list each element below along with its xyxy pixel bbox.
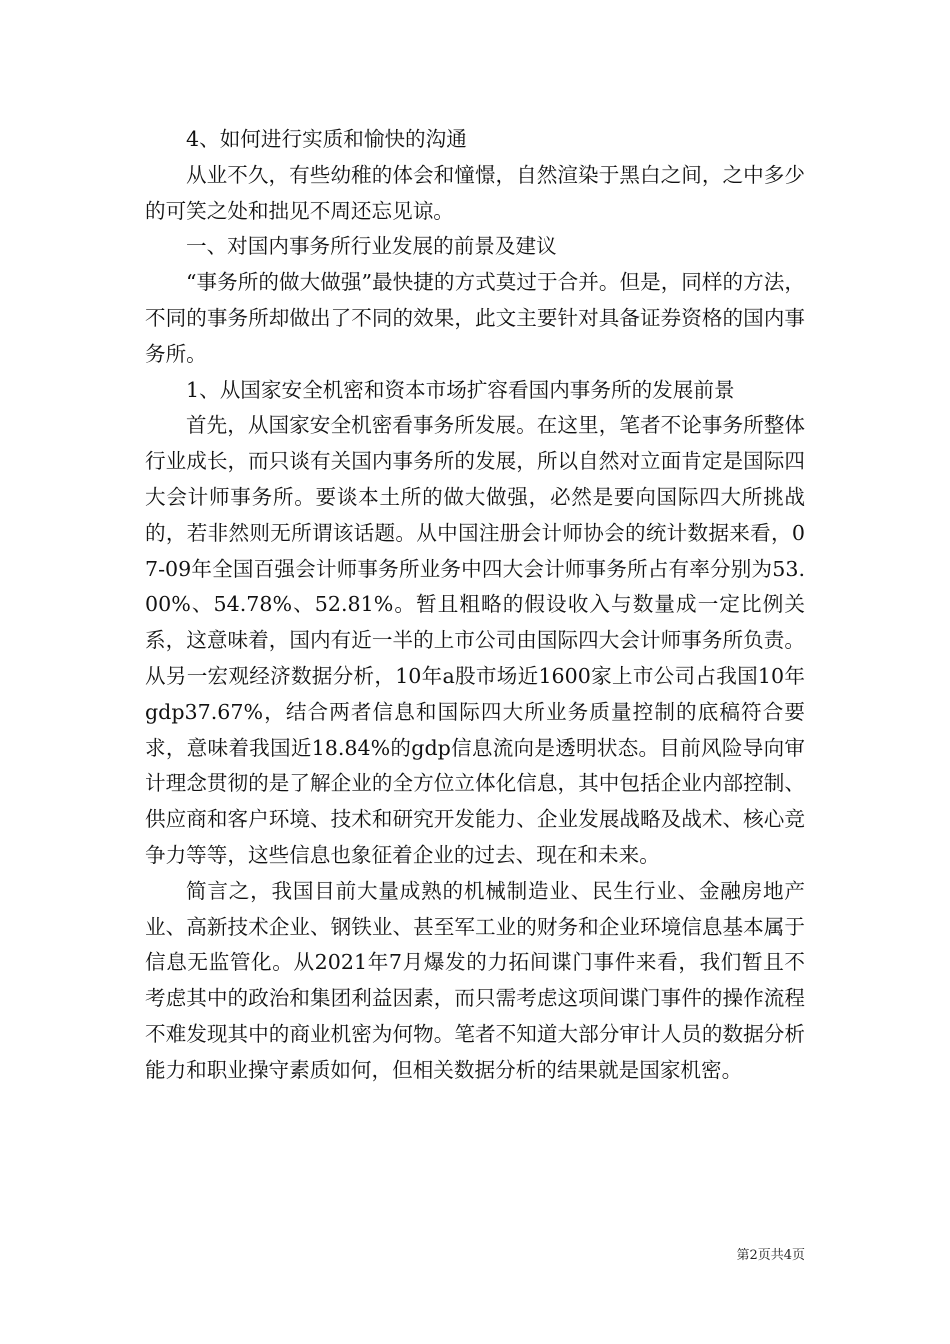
paragraph-national-security: 首先，从国家安全机密看事务所发展。在这里，笔者不论事务所整体行业成长，而只谈有关国内事务所的发展，所以自然对立面肯定是国际四大会计师事务所。要谈本土所的做大做强，必然是要向国际四大所挑战的，若非然则无所谓该话题。从中国注册会计师协会的统计数据来看，07-09年全国百强会计师事务所业务中四大会计师事务所占有率分别为53.00%、54.78%、52.81%。暂且粗略的假设收入与数量成一定比例关系，这意味着，国内有近一半的上市公司由国际四大会计师事务所负责。从另一宏观经济数据分析，10年a股市场近1600家上市公司占我国10年gdp37.67%，结合两者信息和国际四大所业务质量控制的底稿符合要求，意味着我国近18.84%的gdp信息流向是透明状态。目前风险导向审计理念贯彻的是了解企业的全方位立体化信息，其中包括企业内部控制、供应商和客户环境、技术和研究开发能力、企业发展战略及战术、核心竞争力等等，这些信息也象征着企业的过去、现在和未来。: [145, 413, 805, 867]
section-heading-prospects: 一、对国内事务所行业发展的前景及建议: [186, 234, 557, 259]
paragraph-intro: 从业不久，有些幼稚的体会和憧憬，自然渲染于黑白之间，之中多少的可笑之处和拙见不周还忘见谅。: [145, 162, 805, 223]
heading-communication: 4、如何进行实质和愉快的沟通: [186, 127, 467, 151]
document-body: [145, 122, 805, 1089]
subheading-security-capital: 1、从国家安全机密和资本市场扩容看国内事务所的发展前景: [186, 377, 735, 402]
paragraph-summary: 简言之，我国目前大量成熟的机械制造业、民生行业、金融房地产业、高新技术企业、钢铁业、甚至军工业的财务和企业环境信息基本属于信息无监管化。从2021年7月爆发的力拓间谍门事件来看，我们暂且不考虑其中的政治和集团利益因素，而只需考虑这项间谍门事件的操作流程不难发现其中的商业机密为何物。笔者不知道大部分审计人员的数据分析能力和职业操守素质如何，但相关数据分析的结果就是国家机密。: [145, 878, 805, 1082]
page-number: 第2页共4页: [736, 1248, 805, 1263]
paragraph-merger: “事务所的做大做强”最快捷的方式莫过于合并。但是，同样的方法，不同的事务所却做出了不同的效果，此文主要针对具备证券资格的国内事务所。: [145, 270, 805, 366]
